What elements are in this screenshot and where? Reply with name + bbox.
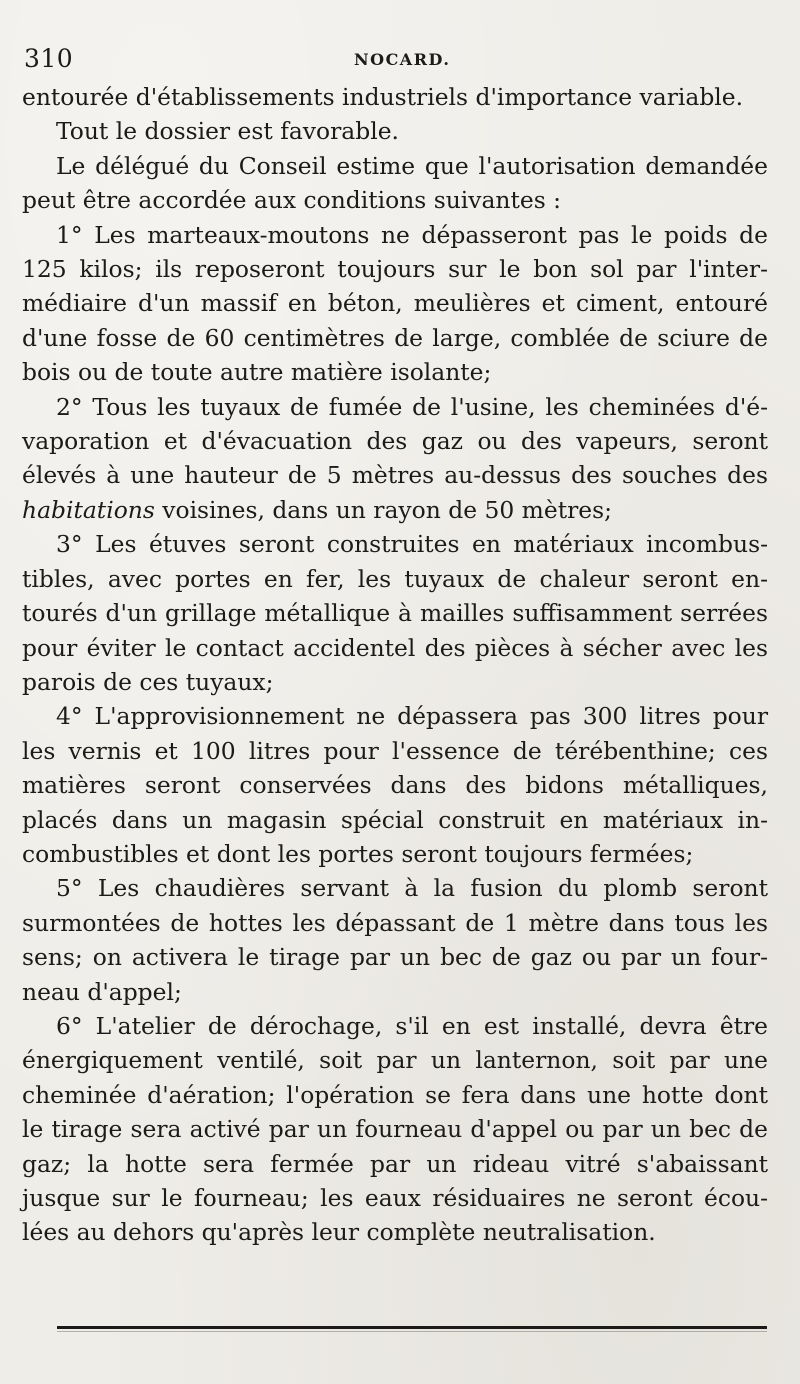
item-text: Tous les tuyaux de fumée de l'usine, les cheminées d'évaporation et d'évacuation des gaz ou des vapeurs, seront élevés à une hauteur de 5 mètres au-dessus des souches des [22, 392, 768, 490]
item-text: Les marteaux-moutons ne dépasseront pas le poids de 125 kilos; ils reposeront toujours sur le bon sol par l'intermédiaire d'un massif en béton, meulières et ciment, entouré d'une fosse de 60 centimètres de large, comblée de sciure de bois ou de toute autre matière isolante; [22, 220, 768, 387]
item-number: 6° [56, 1011, 83, 1040]
item-number: 4° [56, 702, 83, 731]
paragraph-continuation: entourée d'établissements industriels d'importance variable. [22, 83, 744, 111]
item-text: L'approvisionnement ne dépassera pas 300 litres pour les vernis et 100 litres pour l'essence de térébenthine; ces matières seront conservées dans des bidons métalliques, placés dans un magasin spécial construit en matériaux incombustibles et dont les portes seront toujours fermées; [22, 702, 768, 868]
section-rule-shadow [57, 1331, 767, 1332]
condition-item-3 [22, 527, 768, 699]
item-number: 1° [56, 220, 83, 249]
page-header [24, 44, 768, 76]
running-head: NOCARD. [354, 50, 451, 69]
item-text: voisines, dans un rayon de 50 mètres; [154, 495, 613, 524]
item-number: 2° [56, 392, 83, 421]
section-rule [57, 1326, 767, 1329]
condition-item-1 [22, 218, 768, 390]
page-number: 310 [24, 44, 74, 73]
paragraph-delegue: Le délégué du Conseil estime que l'autorisation demandée peut être accordée aux conditions suivantes : [22, 151, 768, 215]
item-text: L'atelier de dérochage, s'il en est installé, devra être énergiquement ventilé, soit par un lanternon, soit par une cheminée d'aération; l'opération se fera dans une hotte dont le tirage sera activé par un fourneau d'appel ou par un bec de gaz; la hotte sera fermée par un rideau vitré s'abaissant jusque sur le fourneau; les eaux résiduaires ne seront écoulées au dehors qu'après leur complète neutralisation. [22, 1011, 768, 1247]
item-number: 5° [56, 874, 83, 903]
condition-item-6 [22, 1009, 768, 1250]
paragraph-dossier: Tout le dossier est favorable. [56, 117, 399, 146]
item-text-italic: habitations [22, 495, 155, 524]
item-text: Les chaudières servant à la fusion du plomb seront surmontées de hottes les dépassant de 1 mètre dans tous les sens; on activera le tirage par un bec de gaz ou par un fourneau d'appel; [22, 874, 768, 1006]
condition-item-5 [22, 871, 768, 1009]
item-text: Les étuves seront construites en matériaux incombustibles, avec portes en fer, les tuyaux de chaleur seront entourés d'un grillage métallique à mailles suffisamment serrées pour éviter le contact accidentel des pièces à sécher avec les parois de ces tuyaux; [22, 530, 768, 696]
condition-item-2 [22, 390, 768, 528]
body-text [22, 80, 768, 1250]
item-number: 3° [56, 530, 83, 559]
condition-item-4 [22, 699, 768, 871]
